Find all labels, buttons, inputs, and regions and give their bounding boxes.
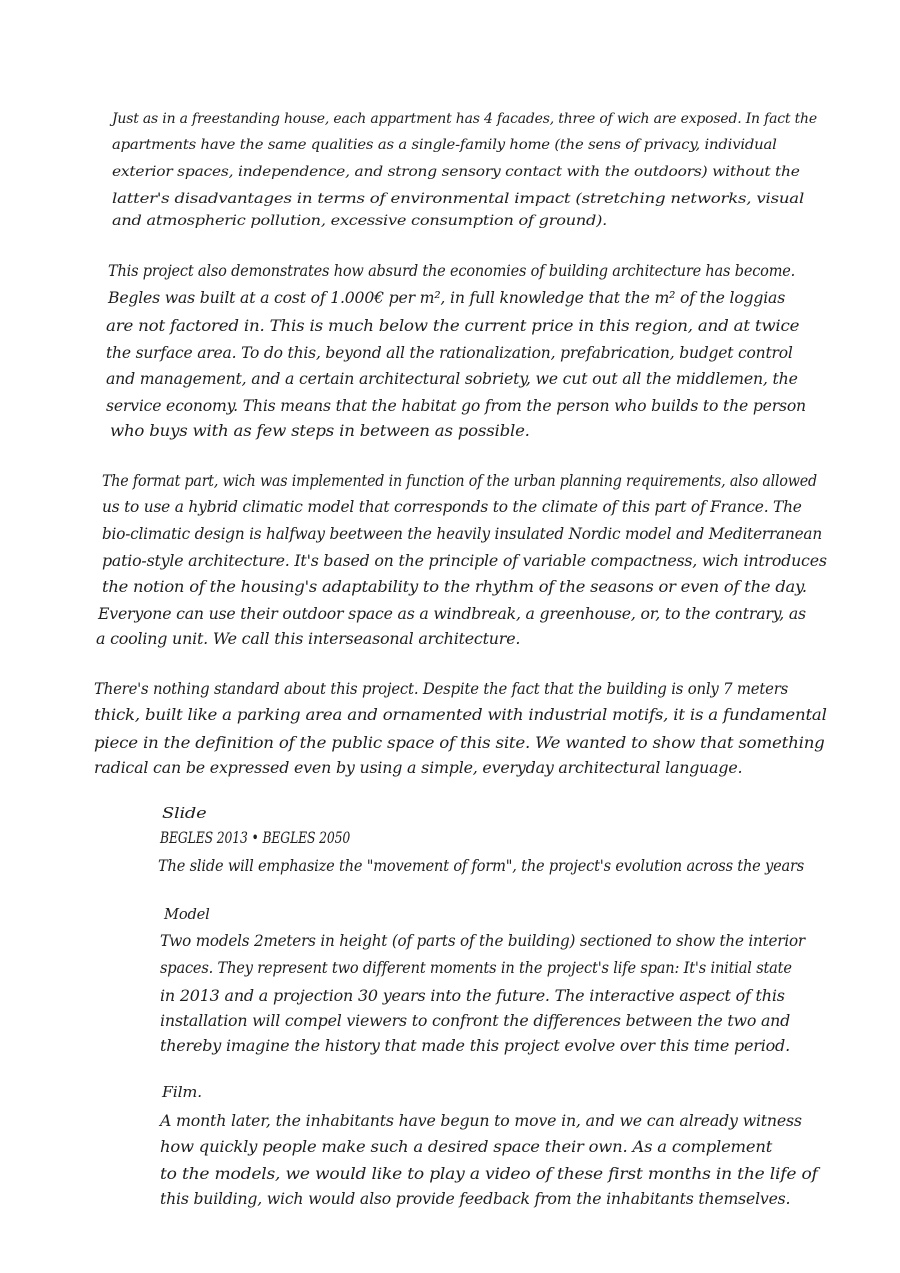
paragraph-line: Begles was built at a cost of 1.000€ per m², in full knowledge that the m² of the loggias — [108, 288, 786, 307]
paragraph-line: apartments have the same qualities as a single-family home (the sens of privacy, individual — [112, 137, 777, 153]
section-line: this building, wich would also provide feedback from the inhabitants themselves. — [160, 1189, 791, 1208]
paragraph-line: patio-style architecture. It's based on the principle of variable compactness, wich introduces — [102, 552, 827, 570]
paragraph-line: piece in the definition of the public space of this site. We wanted to show that something — [94, 733, 825, 752]
paragraph-line: radical can be expressed even by using a simple, everyday architectural language. — [94, 758, 743, 777]
paragraph-line: Everyone can use their outdoor space as a windbreak, a greenhouse, or, to the contrary, as — [98, 605, 806, 623]
paragraph-line: and management, and a certain architectural sobriety, we cut out all the middlemen, the — [106, 369, 798, 388]
section-line: spaces. They represent two different moments in the project's life span: It's initial state — [160, 958, 792, 977]
section-heading: Model — [164, 905, 210, 923]
paragraph-line: There's nothing standard about this project. Despite the fact that the building is only 7 meters — [94, 679, 789, 698]
paragraph-line: The format part, wich was implemented in function of the urban planning requirements, also allowed — [102, 472, 817, 490]
section-line: thereby imagine the history that made this project evolve over this time period. — [160, 1036, 790, 1055]
paragraph-line: thick, built like a parking area and ornamented with industrial motifs, it is a fundamental — [94, 705, 827, 724]
paragraph-line: exterior spaces, independence, and strong sensory contact with the outdoors) without the — [112, 164, 800, 180]
section-heading: Slide — [162, 804, 207, 822]
paragraph-line: the surface area. To do this, beyond all the rationalization, prefabrication, budget control — [106, 343, 793, 362]
paragraph-line: latter's disadvantages in terms of environmental impact (stretching networks, visual — [112, 191, 805, 207]
paragraph-line: and atmospheric pollution, excessive consumption of ground). — [112, 213, 608, 229]
paragraph-line: bio-climatic design is halfway beetween the heavily insulated Nordic model and Mediterranean — [102, 525, 822, 543]
paragraph-line: who buys with as few steps in between as possible. — [110, 421, 530, 440]
paragraph-line: This project also demonstrates how absurd the economies of building architecture has become. — [108, 261, 796, 280]
paragraph-line: us to use a hybrid climatic model that corresponds to the climate of this part of France. The — [102, 498, 802, 516]
paragraph-line: the notion of the housing's adaptability to the rhythm of the seasons or even of the day. — [102, 578, 807, 596]
paragraph-line: service economy. This means that the habitat go from the person who builds to the person — [106, 396, 806, 415]
section-line: how quickly people make such a desired space their own. As a complement — [160, 1137, 773, 1156]
section-line: to the models, we would like to play a video of these first months in the life of — [160, 1164, 818, 1183]
section-line: A month later, the inhabitants have begun to move in, and we can already witness — [160, 1111, 802, 1130]
section-heading: Film. — [162, 1083, 202, 1101]
paragraph-line: a cooling unit. We call this interseasonal architecture. — [96, 630, 521, 648]
section-line: Two models 2meters in height (of parts of the building) sectioned to show the interior — [160, 931, 805, 950]
paragraph-line: Just as in a freestanding house, each appartment has 4 facades, three of wich are exposed. In fact the — [112, 111, 817, 127]
paragraph-line: are not factored in. This is much below the current price in this region, and at twice — [106, 316, 800, 335]
section-line: installation will compel viewers to confront the differences between the two and — [160, 1011, 791, 1030]
section-line: The slide will emphasize the "movement of form", the project's evolution across the years — [158, 856, 805, 875]
section-line: in 2013 and a projection 30 years into the future. The interactive aspect of this — [160, 986, 785, 1005]
section-line: BEGLES 2013 • BEGLES 2050 — [160, 828, 351, 847]
